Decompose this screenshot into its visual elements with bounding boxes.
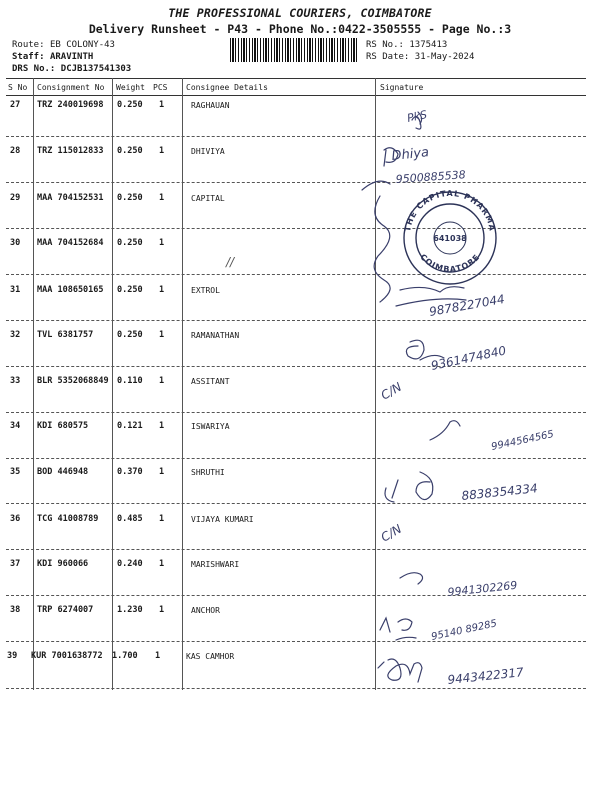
- row-weight: 0.121: [117, 421, 143, 431]
- row-consignment: MAA 108650165: [37, 285, 104, 295]
- row-pcs: 1: [159, 605, 165, 615]
- row-consignment: KUR 7001638772: [31, 651, 103, 661]
- row-sno: 38: [10, 605, 21, 615]
- handwritten-note: PkS: [405, 108, 429, 125]
- handwritten-note: 9944564565: [490, 428, 555, 453]
- row-pcs: 1: [159, 330, 165, 340]
- staff-label: Staff:: [12, 52, 45, 62]
- row-consignee: EXTROL: [191, 286, 220, 295]
- column-header-signature: Signature: [380, 83, 424, 92]
- row-sno: 37: [10, 559, 21, 569]
- row-consignee: RAMANATHAN: [191, 331, 240, 340]
- signature-scribble: [362, 181, 390, 190]
- row-pcs: 1: [159, 421, 165, 431]
- rs-no-value: 1375413: [409, 40, 448, 50]
- row-sno: 39: [7, 651, 18, 661]
- handwritten-note: 9443422317: [446, 665, 525, 687]
- route-label: Route:: [12, 40, 45, 50]
- row-weight: 0.485: [117, 514, 143, 524]
- route-value: EB COLONY-43: [49, 40, 115, 50]
- handwritten-note: 9500885538: [395, 168, 467, 186]
- signature-scribble: [400, 573, 423, 584]
- row-weight: 1.700: [112, 651, 138, 661]
- row-consignment: KDI 960066: [37, 559, 89, 569]
- row-consignee: CAPITAL: [191, 194, 225, 203]
- row-consignment: BOD 446948: [37, 467, 89, 477]
- runsheet-subtitle: Delivery Runsheet - P43 - Phone No.:0422-3505555 - Page No.:3: [88, 22, 512, 36]
- handwritten-note: C/N: [378, 521, 405, 545]
- row-pcs: 1: [159, 146, 165, 156]
- row-consignment: TRZ 115012833: [37, 146, 104, 156]
- row-sno: 36: [10, 514, 21, 524]
- rs-date-label: RS Date:: [366, 52, 410, 62]
- row-consignment: KDI 680575: [37, 421, 89, 431]
- column-header-consignment: Consignment No: [37, 83, 105, 92]
- row-weight: 0.370: [117, 467, 143, 477]
- row-pcs: 1: [159, 100, 165, 110]
- row-consignment: MAA 704152531: [37, 193, 104, 203]
- column-header-sno: S No: [8, 83, 28, 92]
- signature-scribble: [380, 618, 416, 640]
- handwritten-note: 9878227044: [428, 291, 506, 319]
- row-pcs: 1: [159, 559, 165, 569]
- company-title: THE PROFESSIONAL COURIERS, COIMBATORE: [168, 6, 432, 20]
- signature-scribble: [374, 196, 390, 302]
- column-header-pcs: PCS: [153, 83, 168, 92]
- handwritten-note: C/N: [378, 379, 405, 403]
- row-consignee: VIJAYA KUMARI: [191, 515, 254, 524]
- column-header-consignee: Consignee Details: [186, 83, 268, 92]
- handwritten-note: Dhiya: [390, 145, 430, 164]
- row-sno: 33: [10, 376, 21, 386]
- row-pcs: 1: [159, 467, 165, 477]
- row-weight: 0.250: [117, 100, 143, 110]
- row-consignee: MARISHWARI: [191, 560, 240, 569]
- stamp-center-text: 641038: [433, 234, 467, 243]
- signature-scribble: [430, 421, 460, 440]
- row-weight: 0.250: [117, 238, 143, 248]
- row-sno: 29: [10, 193, 21, 203]
- handwritten-note: 9941302269: [446, 578, 518, 599]
- row-pcs: 1: [159, 238, 165, 248]
- row-pcs: 1: [159, 193, 165, 203]
- row-weight: 0.240: [117, 559, 143, 569]
- row-consignee: SHRUTHI: [191, 468, 225, 477]
- stamp-bottom-text: COIMBATORE: [418, 252, 482, 274]
- handwritten-note: 8838354334: [460, 481, 539, 503]
- row-sno: 28: [10, 146, 21, 156]
- row-weight: 0.110: [117, 376, 143, 386]
- stamp-top-text: THE CAPITAL PHARMA: [403, 188, 497, 233]
- row-consignee: DHIVIYA: [191, 147, 225, 156]
- row-pcs: 1: [159, 285, 165, 295]
- row-weight: 1.230: [117, 605, 143, 615]
- handwritten-note: 9361474840: [429, 343, 508, 373]
- row-weight: 0.250: [117, 285, 143, 295]
- row-weight: 0.250: [117, 330, 143, 340]
- row-consignee: RAGHAUAN: [191, 101, 230, 110]
- row-consignment: BLR 5352068849: [37, 376, 109, 386]
- row-sno: 34: [10, 421, 21, 431]
- row-consignment: TRZ 240019698: [37, 100, 104, 110]
- row-consignment: MAA 704152684: [37, 238, 104, 248]
- signature-scribble: [378, 659, 422, 682]
- row-consignment: TVL 6381757: [37, 330, 94, 340]
- row-consignment: TCG 41008789: [37, 514, 99, 524]
- row-sno: 27: [10, 100, 21, 110]
- handwritten-note: //: [226, 255, 235, 269]
- signature-scribble: [385, 472, 433, 502]
- rs-no-label: RS No.:: [366, 40, 404, 50]
- row-consignee: ASSITANT: [191, 377, 230, 386]
- rs-date-value: 31-May-2024: [414, 52, 475, 62]
- row-pcs: 1: [159, 376, 165, 386]
- handwritten-note: 95140 89285: [430, 618, 498, 643]
- row-sno: 32: [10, 330, 21, 340]
- row-sno: 31: [10, 285, 21, 295]
- row-weight: 0.250: [117, 146, 143, 156]
- row-consignment: TRP 6274007: [37, 605, 94, 615]
- staff-value: ARAVINTH: [49, 52, 94, 62]
- drs-label: DRS No.:: [12, 64, 56, 74]
- row-pcs: 1: [159, 514, 165, 524]
- row-sno: 30: [10, 238, 21, 248]
- column-header-weight: Weight: [116, 83, 145, 92]
- row-consignee: ANCHOR: [191, 606, 220, 615]
- row-sno: 35: [10, 467, 21, 477]
- row-consignee: KAS CAMHOR: [186, 652, 235, 661]
- row-pcs: 1: [155, 651, 161, 661]
- row-consignee: ISWARIYA: [191, 422, 230, 431]
- drs-value: DCJB137541303: [60, 64, 132, 74]
- row-weight: 0.250: [117, 193, 143, 203]
